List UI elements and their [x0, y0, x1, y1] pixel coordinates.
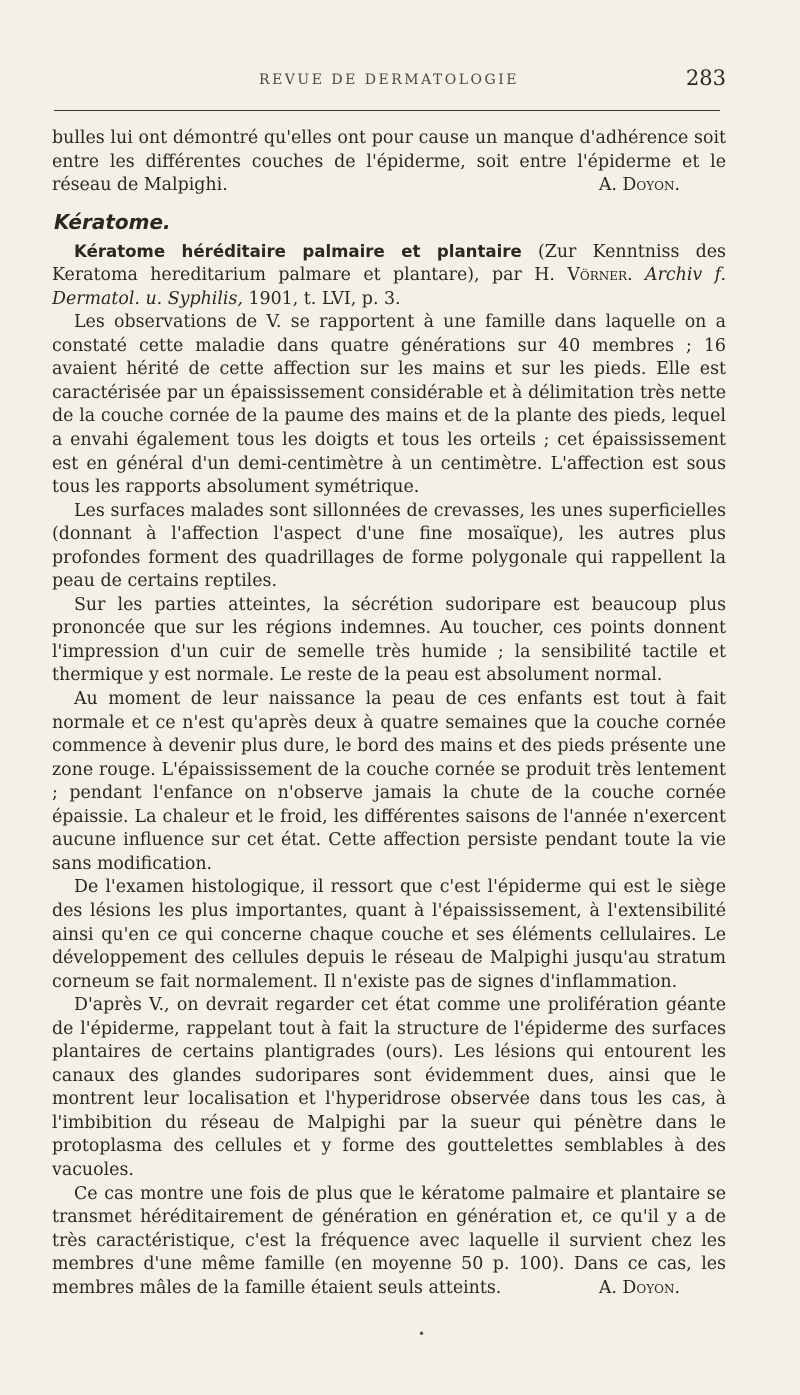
- prev-article-text: bulles lui ont démontré qu'elles ont pour cause un manque d'adhérence soit entre les différentes couches de l'épiderme, soit entre l'épiderme et le réseau de Malpighi. A. Doyon.: [52, 127, 726, 198]
- paragraph: Les observations de V. se rapportent à une famille dans laquelle on a constaté cette maladie dans quatre générations sur 40 membres ; 16 avaient hérité de cette affection sur les mains et sur les pieds. Elle est caractérisée par un épaississement considérable et à délimitation très nette de la couche cornée de la paume des mains et de la plante des pieds, lequel a envahi également tous les doigts et tous les orteils ; cet épaississement est en général d'un demi-centimètre à un centimètre. L'affection est sous tous les rapports absolument symétrique.: [52, 312, 726, 498]
- article-signature: A. Doyon.: [598, 1277, 680, 1298]
- article-body: [52, 127, 726, 1300]
- page-header: [52, 62, 726, 92]
- running-head: REVUE DE DERMATOLOGIE: [259, 72, 519, 88]
- section-title: Kératome.: [54, 209, 171, 234]
- paragraph-last: Ce cas montre une fois de plus que le kératome palmaire et plantaire se transmet héréditairement de génération en génération et, ce qu'il y a de très caractéristique, c'est la fréquence avec laquelle il survient chez les membres d'une même famille (en moyenne 50 p. 100). Dans ce cas, les membres mâles de la famille étaient seuls atteints. A. Doyon.: [52, 1183, 726, 1301]
- page: [52, 62, 726, 92]
- paragraph: De l'examen histologique, il ressort que c'est l'épiderme qui est le siège des lésions les plus importantes, quant à l'épaississement, à l'extensibilité ainsi qu'en ce qui concerne chaque couche et ses éléments cellulaires. Le développement des cellules depuis le réseau de Malpighi jusqu'au stratum corneum se fait normalement. Il n'existe pas de signes d'inflammation.: [52, 877, 726, 992]
- paragraph: D'après V., on devrait regarder cet état comme une prolifération géante de l'épiderme, rappelant tout à fait la structure de l'épiderme des surfaces plantaires de certains plantigrades (ours). Les lésions qui entourent les canaux des glandes sudoripares sont évidemment dues, ainsi que le montrent leur localisation et l'hyperidrose observée dans tous les cas, à l'imbibition du réseau de Malpighi par la sueur qui pénètre dans le protoplasma des cellules et y forme des gouttelettes semblables à des vacuoles.: [52, 995, 726, 1180]
- paragraph: Au moment de leur naissance la peau de ces enfants est tout à fait normale et ce n'est qu'après deux à quatre semaines que la couche cornée commence à devenir plus dure, le bord des mains et des pieds présente une zone rouge. L'épaississement de la couche cornée se produit très lentement ; pendant l'enfance on n'observe jamais la chute de la couche cornée épaissie. La chaleur et le froid, les différentes saisons de l'année n'exercent aucune influence sur cet état. Cette affection persiste pendant toute la vie sans modification.: [52, 689, 726, 874]
- prev-article-signature: A. Doyon.: [598, 175, 680, 196]
- article-heading: Kératome héréditaire palmaire et plantaire (Zur Kenntniss des Keratoma hereditarium palmare et plantare), par H. Vörner. Archiv f. Dermatol. u. Syphilis, 1901, t. LVI, p. 3.: [52, 241, 726, 309]
- journal-name: Archiv f. Dermatol. u. Syphilis,: [52, 265, 726, 309]
- paragraph: Les surfaces malades sont sillonnées de crevasses, les unes superficielles (donnant à l'affection l'aspect d'une fine mosaïque), les autres plus profondes forment des quadrillages de forme polygonale qui rappellent la peau de certains reptiles.: [52, 500, 726, 592]
- header-rule: [54, 110, 720, 111]
- article-author: Vörner: [567, 265, 628, 286]
- page-number: 283: [685, 66, 726, 90]
- paragraph: Sur les parties atteintes, la sécrétion sudoripare est beaucoup plus prononcée que sur les régions indemnes. Au toucher, ces points donnent l'impression d'un cuir de semelle très humide ; la sensibilité tactile et thermique y est normale. Le reste de la peau est absolument normal.: [52, 594, 726, 686]
- article-title: Kératome héréditaire palmaire et plantaire: [74, 241, 522, 261]
- print-mark: •: [418, 1327, 426, 1341]
